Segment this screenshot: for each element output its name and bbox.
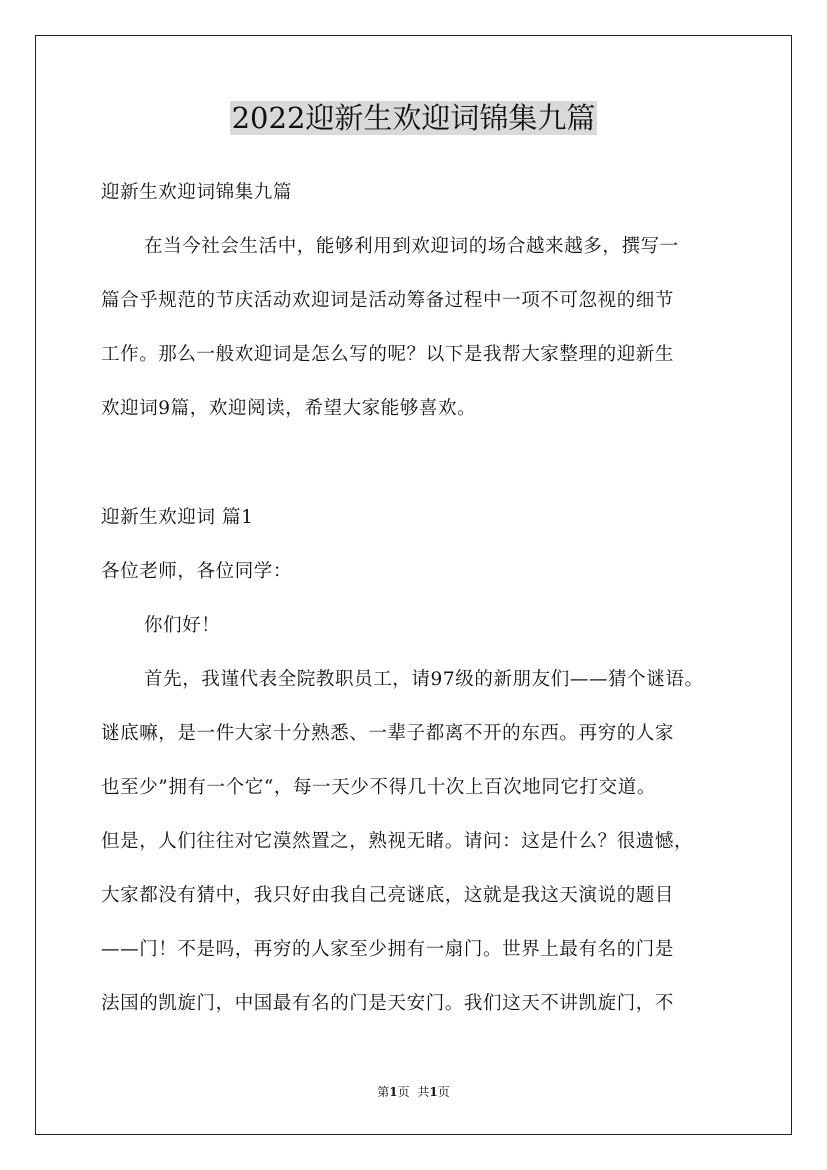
total-prefix: 共	[417, 1085, 430, 1099]
paragraph-line: 首先，我谨代表全院教职员工，请97级的新朋友们——猜个谜语。	[144, 669, 704, 690]
page-number: 1	[389, 1085, 398, 1099]
page-suffix: 页	[397, 1085, 410, 1099]
total-pages: 1	[429, 1085, 438, 1099]
paragraph-line: ——门！不是吗，再穷的人家至少拥有一扇门。世界上最有名的门是	[101, 939, 675, 960]
document-title	[0, 96, 827, 140]
total-suffix: 页	[437, 1085, 450, 1099]
paragraph-line: 法国的凯旋门，中国最有名的门是天安门。我们这天不讲凯旋门，不	[101, 993, 675, 1014]
greeting-line: 你们好！	[144, 615, 221, 636]
page-prefix: 第	[377, 1085, 390, 1099]
paragraph-line: 篇合乎规范的节庆活动欢迎词是活动筹备过程中一项不可忽视的细节	[101, 290, 675, 311]
paragraph-line: 也至少”拥有一个它“，每一天少不得几十次上百次地同它打交道。	[101, 777, 656, 798]
salutation-line: 各位老师，各位同学：	[101, 561, 293, 582]
paragraph-line: 欢迎词9篇，欢迎阅读，希望大家能够喜欢。	[101, 398, 477, 419]
document-title-text: 2022迎新生欢迎词锦集九篇	[231, 101, 596, 135]
section-heading: 迎新生欢迎词 篇1	[101, 507, 254, 528]
paragraph-line: 在当今社会生活中，能够利用到欢迎词的场合越来越多，撰写一	[144, 236, 679, 257]
paragraph-line: 但是，人们往往对它漠然置之，熟视无睹。请问：这是什么？很遗憾，	[101, 831, 694, 852]
paragraph-line: 工作。那么一般欢迎词是怎么写的呢？以下是我帮大家整理的迎新生	[101, 344, 675, 365]
paragraph-line: 谜底嘛，是一件大家十分熟悉、一辈子都离不开的东西。再穷的人家	[101, 723, 675, 744]
page-footer	[0, 1083, 827, 1101]
paragraph-line: 大家都没有猜中，我只好由我自己亮谜底，这就是我这天演说的题目	[101, 885, 675, 906]
subtitle-line: 迎新生欢迎词锦集九篇	[101, 182, 293, 203]
